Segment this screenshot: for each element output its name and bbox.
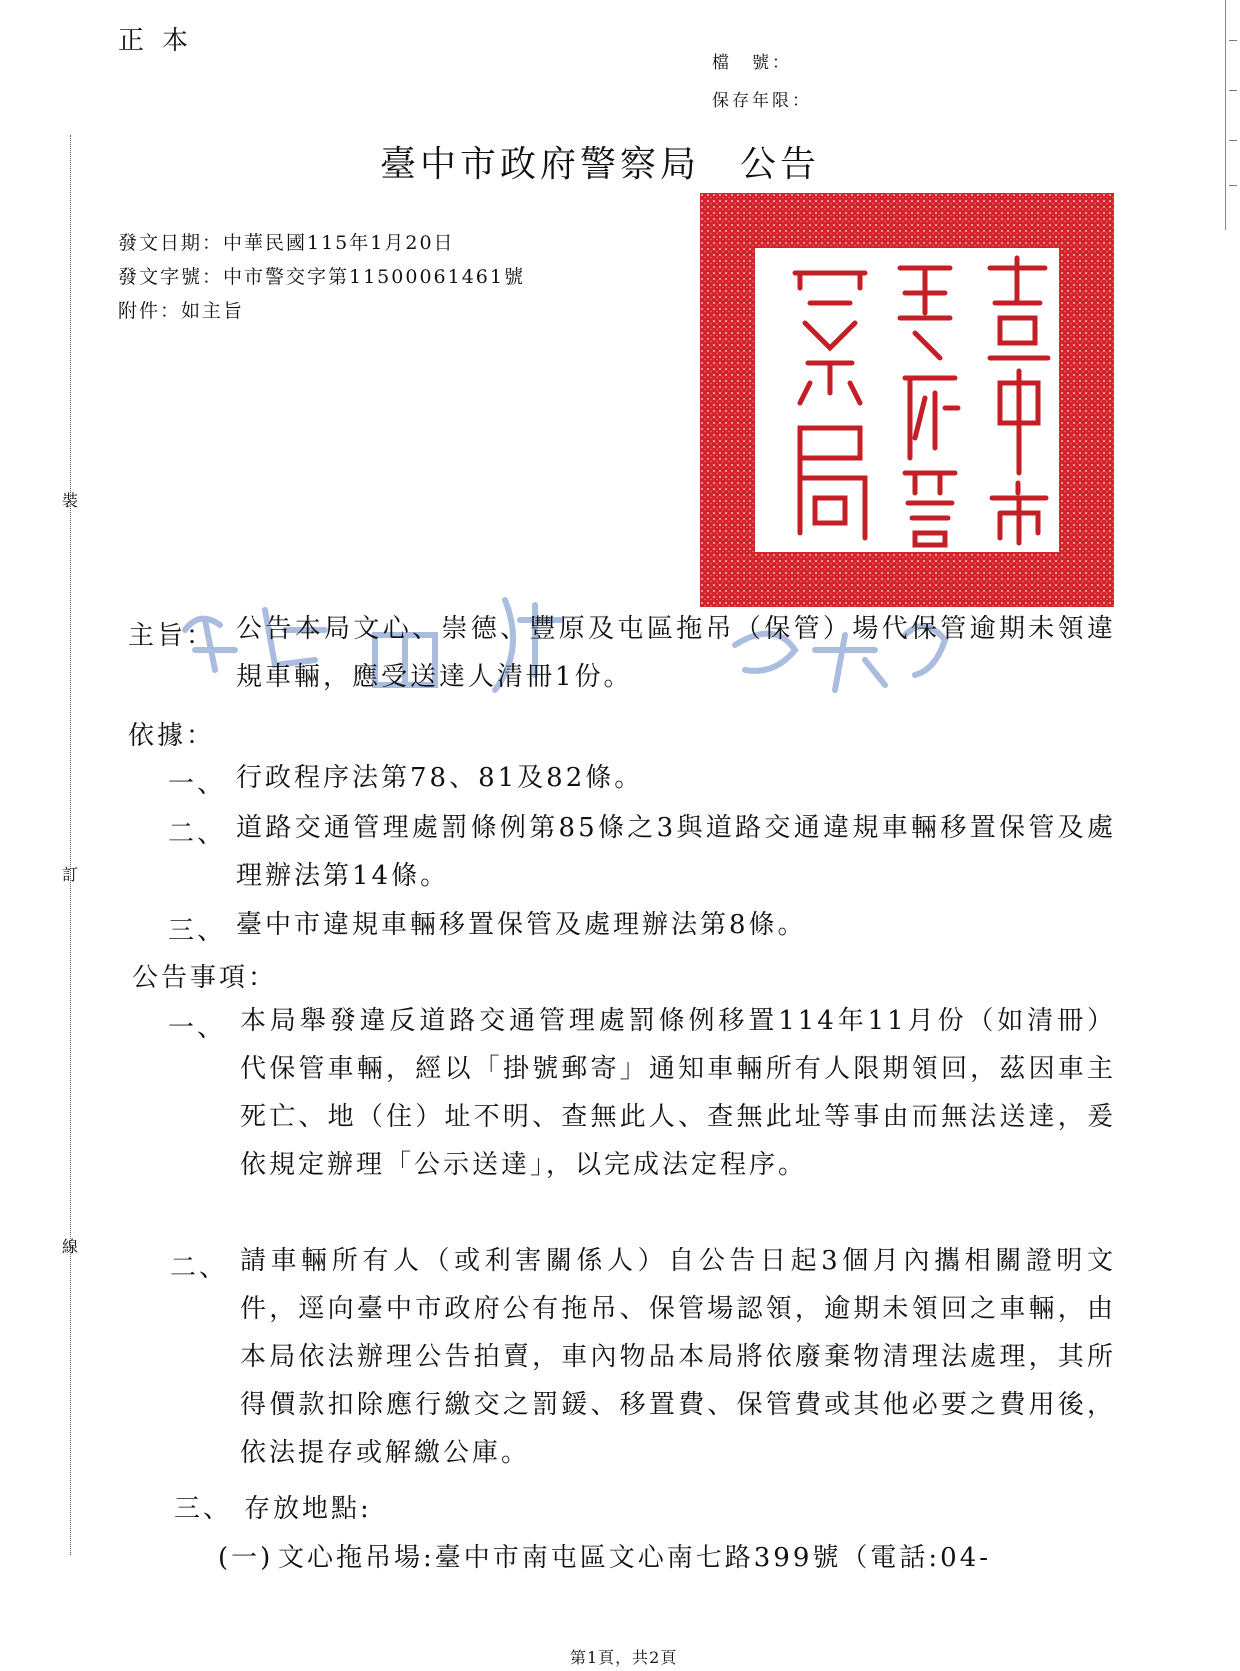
copy-label: 正本 [118,26,207,56]
notice-label: 公告事項： [132,963,278,993]
subject-text: 公告本局文心、崇德、豐原及屯區拖吊（保管）場代保管逾期未領違規車輛，應受送達人清冊1份。 [236,614,1116,692]
subject-label: 主旨： [128,621,216,651]
document-title [380,136,820,187]
binding-mark-zhuang: 裝 [62,491,79,510]
storage-location-number: (一) [218,1543,274,1573]
basis-label: 依據： [128,721,216,751]
retention-period-label: 保存年限： [712,91,812,111]
page-footer: 第1頁，共2頁 [570,1648,678,1667]
notice-item-text: 本局舉發違反道路交通管理處罰條例移置114年11月份（如清冊）代保管車輛，經以「掛號郵寄」通知車輛所有人限期領回，茲因車主死亡、地（住）址不明、查無此人、查無此址等事由而無法送達，爰依規定辦理「公示送達」，以完成法定程序。 [240,1006,1116,1180]
notice-item-number: 三、 [174,1494,233,1524]
notice-item-number: 二、 [170,1253,229,1283]
official-seal [700,193,1114,607]
page-edge-marks [1225,0,1240,230]
basis-item-number: 一、 [168,769,227,799]
notice-item-number: 一、 [168,1013,227,1043]
attachment-note: 附件：如主旨 [118,300,245,322]
issue-number: 發文字號：中市警交字第11500061461號 [118,266,525,288]
document-type: 公告 [740,144,821,185]
binding-mark-ding: 訂 [62,865,79,884]
binding-mark-xian: 線 [62,1237,79,1256]
agency-name: 臺中市政府警察局 [380,144,701,185]
basis-item-text: 行政程序法第78、81及82條。 [236,763,644,793]
notice-item-text: 存放地點: [244,1494,372,1524]
storage-location-text: 文心拖吊場:臺中市南屯區文心南七路399號（電話:04- [278,1543,992,1573]
basis-item-text: 道路交通管理處罰條例第85條之3與道路交通違規車輛移置保管及處理辦法第14條。 [236,813,1116,891]
issue-date: 發文日期：中華民國115年1月20日 [118,232,455,254]
basis-item-number: 二、 [168,819,227,849]
file-number-label: 檔 號： [712,53,792,73]
basis-item-text: 臺中市違規車輛移置保管及處理辦法第8條。 [236,910,807,940]
notice-item-text: 請車輛所有人（或利害關係人）自公告日起3個月內攜相關證明文件，逕向臺中市政府公有拖吊、保管場認領，逾期未領回之車輛，由本局依法辦理公告拍賣，車內物品本局將依廢棄物清理法處理，其所得價款扣除應行繳交之罰鍰、移置費、保管費或其他必要之費用後，依法提存或解繳公庫。 [240,1246,1116,1468]
basis-item-number: 三、 [168,916,227,946]
binding-line [70,135,71,1555]
